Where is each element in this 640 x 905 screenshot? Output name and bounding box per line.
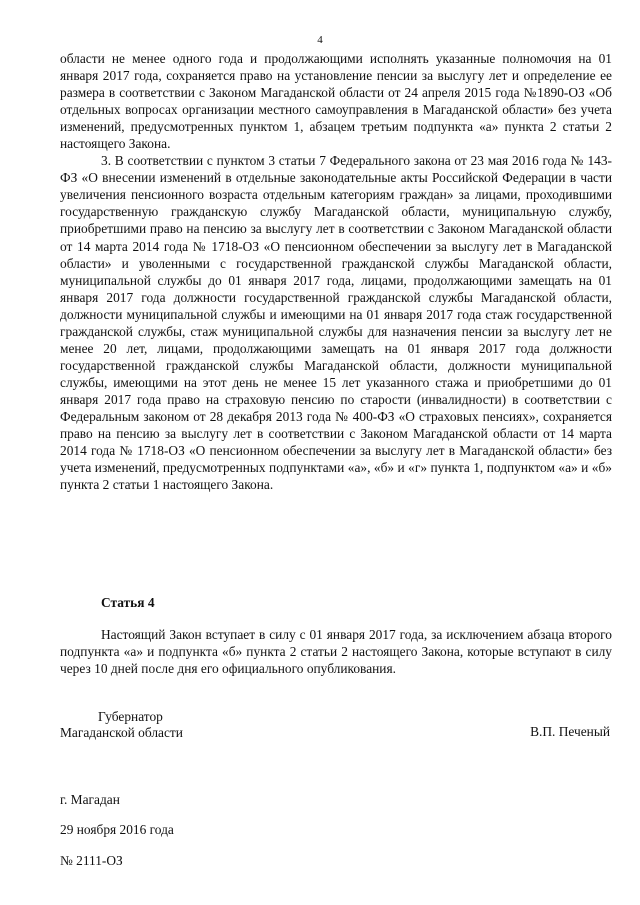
footer-place: г. Магадан (60, 792, 120, 807)
signature-title-line1: Губернатор (98, 709, 163, 724)
article-4-text: Настоящий Закон вступает в силу с 01 января 2017 года, за исключением абзаца второго подпункта «а» и подпункта «б» пункта 2 статьи 2 настоящего Закона, которые вступают в силу через 10 дней после дня его официального опубликования. (60, 627, 612, 677)
footer-number: № 2111-ОЗ (60, 853, 123, 868)
page-number: 4 (317, 34, 323, 46)
footer-date: 29 ноября 2016 года (60, 822, 174, 837)
signature-name: В.П. Печеный (530, 724, 610, 739)
document-body (60, 50, 612, 493)
paragraph-3: 3. В соответствии с пунктом 3 статьи 7 Федерального закона от 23 мая 2016 года № 143-ФЗ «О внесении изменений в отдельные законодательные акты Российской Федерации в части увеличения пенсионного возраста отдельным категориям граждан» за лицами, проходившими государственную гражданскую службу Магаданской области, муниципальную службу, приобретшими право на пенсию за выслугу лет в соответствии с Законом Магаданской области от 14 марта 2014 года № 1718-ОЗ «О пенсионном обеспечении за выслугу лет в Магаданской области» и уволенными с государственной гражданской службы Магаданской области, муниципальной службы до 01 января 2017 года, лицами, продолжающими замещать на 01 января 2017 года должности государственной гражданской службы Магаданской области, должности муниципальной службы и имеющими на 01 января 2017 года стаж государственной гражданской службы, стаж муниципальной службы для назначения пенсии за выслугу лет не менее 20 лет, лицами, продолжающими замещать на 01 января 2017 года должности государственной гражданской службы Магаданской области, должности муниципальной службы, имеющими на этот день не менее 15 лет указанного стажа и приобретшими до 01 января 2017 года право на страховую пенсию по старости (инвалидности) в соответствии с Федеральным законом от 28 декабря 2013 года № 400-ФЗ «О страховых пенсиях», сохраняется право на пенсию за выслугу лет в соответствии с Законом Магаданской области от 14 марта 2014 года № 1718-ОЗ «О пенсионном обеспечении за выслугу лет в Магаданской области» без учета изменений, предусмотренных подпунктами «а», «б» и «г» пункта 1, подпунктом «а» и «б» пункта 2 статьи 1 настоящего Закона. (60, 153, 612, 493)
article-4-heading: Статья 4 (101, 595, 155, 610)
signature-title-line2: Магаданской области (60, 725, 183, 740)
paragraph-continued: области не менее одного года и продолжающими исполнять указанные полномочия на 01 января 2017 года, сохраняется право на установление пенсии за выслугу лет и определение ее размера в соответствии с Законом Магаданской области от 24 апреля 2015 года №1890-ОЗ «Об отдельных вопросах организации местного самоуправления в Магаданской области» без учета изменений, предусмотренных пунктом 1, абзацем третьим подпункта «а» пункта 2 статьи 2 настоящего Закона. (60, 51, 612, 152)
